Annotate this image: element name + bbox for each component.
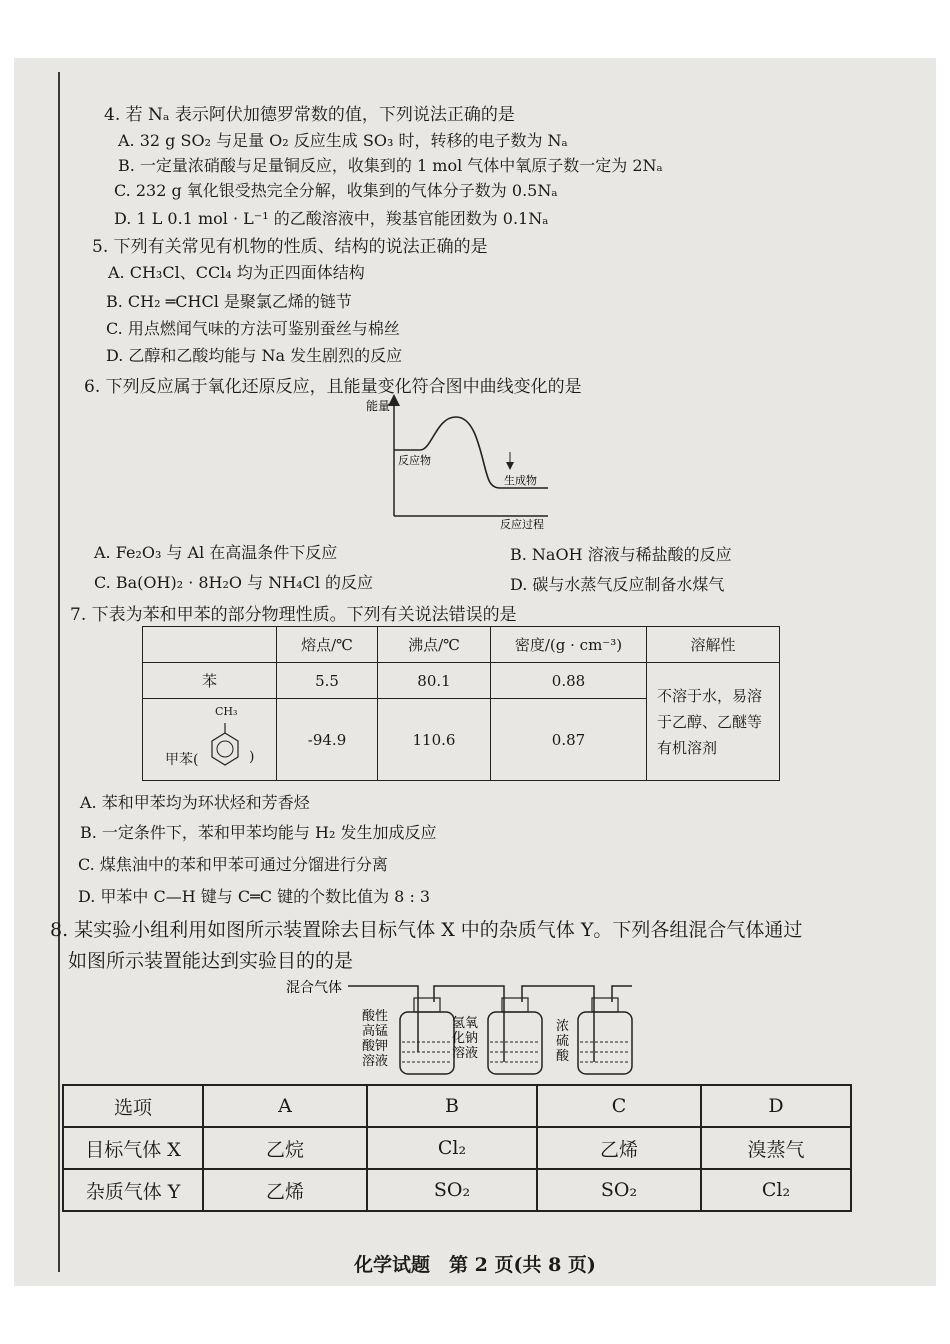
- q5-option-b: B. CH₂ ═CHCl 是聚氯乙烯的链节: [106, 292, 352, 311]
- q4-option-d: D. 1 L 0.1 mol · L⁻¹ 的乙酸溶液中，羧基官能团数为 0.1Nₐ: [114, 209, 549, 228]
- q7-option-a: A. 苯和甲苯均为环状烃和芳香烃: [80, 793, 310, 812]
- table-row: [63, 1085, 851, 1127]
- solubility-line: 不溶于水，易溶: [657, 686, 763, 705]
- target-gas-b: Cl₂: [367, 1127, 537, 1169]
- option-b-header: B: [367, 1085, 537, 1127]
- table-row: [63, 1169, 851, 1211]
- q5-option-c: C. 用点燃闻气味的方法可鉴别蚕丝与棉丝: [106, 319, 400, 338]
- solubility-line: 于乙醇、乙醚等: [657, 712, 763, 731]
- q4-option-c: C. 232 g 氧化银受热完全分解，收集到的气体分子数为 0.5Nₐ: [114, 181, 558, 200]
- benzene-density: 0.88: [491, 663, 647, 699]
- impurity-gas-d: Cl₂: [701, 1169, 851, 1211]
- q6-stem: 6. 下列反应属于氧化还原反应，且能量变化符合图中曲线变化的是: [84, 377, 582, 397]
- option-c-header: C: [537, 1085, 701, 1127]
- b3-label: 浓: [556, 1019, 570, 1034]
- q6-option-c: C. Ba(OH)₂ · 8H₂O 与 NH₄Cl 的反应: [94, 573, 374, 592]
- toluene-close-paren: ): [249, 749, 255, 765]
- table-row: [63, 1127, 851, 1169]
- benzene-ring-structure: [205, 721, 245, 771]
- wash-bottle-apparatus: [286, 972, 666, 1082]
- target-gas-c: 乙烯: [537, 1127, 701, 1169]
- target-gas-d: 溴蒸气: [701, 1127, 851, 1169]
- impurity-gas-b: SO₂: [367, 1169, 537, 1211]
- b1-label: 酸性: [362, 1009, 389, 1024]
- table-header-cell: 沸点/℃: [378, 627, 491, 663]
- table-header-cell: 熔点/℃: [277, 627, 378, 663]
- methyl-label: CH₃: [215, 705, 238, 718]
- inlet-label: 混合气体: [286, 980, 342, 996]
- benzene-name: 苯: [143, 663, 277, 699]
- table-header-cell: 溶解性: [647, 627, 780, 663]
- process-axis-label: 反应过程: [500, 518, 544, 531]
- option-a-header: A: [203, 1085, 367, 1127]
- solubility-cell: [647, 663, 780, 781]
- q4-option-a: A. 32 g SO₂ 与足量 O₂ 反应生成 SO₃ 时，转移的电子数为 Nₐ: [118, 131, 568, 150]
- q7-stem: 7. 下表为苯和甲苯的部分物理性质。下列有关说法错误的是: [70, 605, 517, 625]
- toluene-name-cell: [143, 699, 277, 781]
- q6-option-b: B. NaOH 溶液与稀盐酸的反应: [510, 545, 732, 564]
- bottle-h2so4: [578, 986, 632, 1074]
- q8-stem-line1: 8. 某实验小组利用如图所示装置除去目标气体 X 中的杂质气体 Y。下列各组混合气体通过: [50, 919, 803, 941]
- benzene-mp: 5.5: [277, 663, 378, 699]
- q6-option-d: D. 碳与水蒸气反应制备水煤气: [510, 575, 725, 594]
- q8-stem-line2: 如图所示装置能达到实验目的的是: [68, 950, 354, 972]
- impurity-gas-label: 杂质气体 Y: [63, 1169, 203, 1211]
- energy-diagram: [358, 392, 558, 532]
- target-gas-label: 目标气体 X: [63, 1127, 203, 1169]
- impurity-gas-a: 乙烯: [203, 1169, 367, 1211]
- table-header-row: [143, 627, 780, 663]
- toluene-name: 甲苯(: [165, 752, 199, 768]
- b1-label: 溶液: [362, 1054, 389, 1069]
- reactant-label: 反应物: [398, 454, 431, 467]
- table-header-cell: 密度/(g · cm⁻³): [491, 627, 647, 663]
- q4-stem: 4. 若 Nₐ 表示阿伏加德罗常数的值，下列说法正确的是: [104, 105, 515, 125]
- toluene-density: 0.87: [491, 699, 647, 781]
- option-d-header: D: [701, 1085, 851, 1127]
- target-gas-a: 乙烷: [203, 1127, 367, 1169]
- q5-option-a: A. CH₃Cl、CCl₄ 均为正四面体结构: [108, 263, 365, 282]
- q5-stem: 5. 下列有关常见有机物的性质、结构的说法正确的是: [92, 237, 488, 257]
- binding-margin-line: [58, 72, 60, 1272]
- toluene-mp: -94.9: [277, 699, 378, 781]
- b2-label: 溶液: [452, 1046, 479, 1061]
- page-footer: 化学试题 第 2 页(共 8 页): [354, 1254, 596, 1276]
- q6-option-a: A. Fe₂O₃ 与 Al 在高温条件下反应: [94, 543, 338, 562]
- q5-option-d: D. 乙醇和乙酸均能与 Na 发生剧烈的反应: [106, 346, 403, 365]
- q4-option-b: B. 一定量浓硝酸与足量铜反应，收集到的 1 mol 气体中氧原子数一定为 2Nₐ: [118, 156, 663, 175]
- impurity-gas-c: SO₂: [537, 1169, 701, 1211]
- product-label: 生成物: [504, 474, 537, 487]
- q8-gas-table: [62, 1084, 852, 1212]
- q7-option-b: B. 一定条件下，苯和甲苯均能与 H₂ 发生加成反应: [80, 823, 437, 842]
- energy-axis-label: 能量: [366, 399, 391, 413]
- solubility-line: 有机溶剂: [657, 738, 718, 757]
- b1-label: 高锰: [362, 1024, 389, 1039]
- table-header-cell: [143, 627, 277, 663]
- b3-label: 硫: [556, 1034, 570, 1049]
- b2-label: 氢氧: [452, 1016, 479, 1031]
- b2-label: 化钠: [452, 1031, 479, 1046]
- b1-label: 酸钾: [362, 1039, 389, 1054]
- q7-property-table: [142, 626, 780, 781]
- toluene-bp: 110.6: [378, 699, 491, 781]
- q7-option-d: D. 甲苯中 C—H 键与 C═C 键的个数比值为 8 : 3: [78, 887, 431, 906]
- q7-option-c: C. 煤焦油中的苯和甲苯可通过分馏进行分离: [78, 855, 388, 874]
- options-header: 选项: [63, 1085, 203, 1127]
- benzene-bp: 80.1: [378, 663, 491, 699]
- table-row: [143, 663, 780, 699]
- b3-label: 酸: [556, 1049, 570, 1064]
